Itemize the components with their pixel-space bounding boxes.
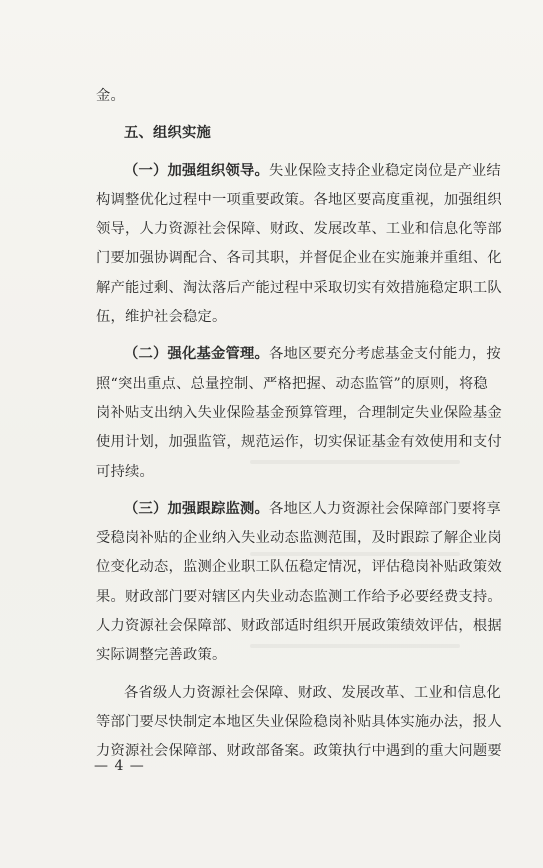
- text-line: [96, 612, 500, 641]
- paragraph-start: [96, 495, 500, 524]
- line-text: 各地区人力资源社会保障部门要将享: [268, 500, 501, 517]
- line-text: 力资源社会保障部、财政部备案。政策执行中遇到的重大问题要: [96, 743, 502, 760]
- subsection-title: （三）加强跟踪监测。: [124, 500, 269, 517]
- line-text: 可持续。: [96, 463, 154, 480]
- line-text: 伍，维护社会稳定。: [96, 309, 227, 326]
- line-text: 领导，人力资源社会保障、财政、发展改革、工业和信息化等部: [96, 221, 502, 238]
- text-line: [96, 524, 500, 553]
- paragraph-start: [96, 340, 500, 369]
- line-text: 金。: [96, 88, 125, 104]
- text-line: [96, 641, 500, 670]
- text-line: [96, 274, 500, 303]
- text-line: [96, 82, 500, 111]
- text-line: [96, 583, 500, 612]
- line-text: 受稳岗补贴的企业纳入失业动态监测范围，及时跟踪了解企业岗: [96, 530, 502, 547]
- section-heading-text: 五、组织实施: [124, 125, 211, 142]
- line-text: 等部门要尽快制定本地区失业保险稳岗补贴具体实施办法，报人: [96, 713, 502, 730]
- line-text: 解产能过剩、淘汰落后产能过程中采取切实有效措施稳定职工队: [96, 279, 502, 296]
- text-line: [96, 244, 500, 273]
- paragraph-start: [96, 157, 500, 186]
- line-text: 构调整优化过程中一项重要政策。各地区要高度重视，加强组织: [96, 191, 502, 208]
- paragraph-start: [96, 679, 500, 708]
- document-body: [96, 82, 500, 767]
- text-line: [96, 737, 500, 766]
- line-text: 各地区要充分考虑基金支付能力，按: [268, 346, 501, 363]
- text-line: [96, 553, 500, 582]
- line-text: 各省级人力资源社会保障、财政、发展改革、工业和信息化: [124, 684, 501, 701]
- subsection-title: （一）加强组织领导。: [124, 162, 269, 179]
- line-text: 失业保险支持企业稳定岗位是产业结: [268, 162, 501, 179]
- line-text: 果。财政部门要对辖区内失业动态监测工作给予必要经费支持。: [96, 588, 502, 605]
- line-text: 照“突出重点、总量控制、严格把握、动态监管”的原则，将稳: [96, 375, 488, 392]
- section-heading: [96, 119, 500, 148]
- line-text: 门要加强协调配合、各司其职，并督促企业在实施兼并重组、化: [96, 250, 502, 267]
- text-line: [96, 370, 500, 399]
- line-text: 使用计划，加强监管，规范运作，切实保证基金有效使用和支付: [96, 434, 502, 451]
- text-line: [96, 458, 500, 487]
- line-text: 实际调整完善政策。: [96, 647, 227, 664]
- subsection-title: （二）强化基金管理。: [124, 346, 269, 363]
- line-text: 岗补贴支出纳入失业保险基金预算管理，合理制定失业保险基金: [96, 404, 502, 421]
- line-text: 位变化动态，监测企业职工队伍稳定情况，评估稳岗补贴政策效: [96, 559, 502, 576]
- line-text: 人力资源社会保障部、财政部适时组织开展政策绩效评估，根据: [96, 618, 502, 635]
- text-line: [96, 186, 500, 215]
- text-line: [96, 215, 500, 244]
- text-line: [96, 428, 500, 457]
- page-number: — 4 —: [94, 758, 145, 774]
- text-line: [96, 399, 500, 428]
- text-line: [96, 303, 500, 332]
- text-line: [96, 708, 500, 737]
